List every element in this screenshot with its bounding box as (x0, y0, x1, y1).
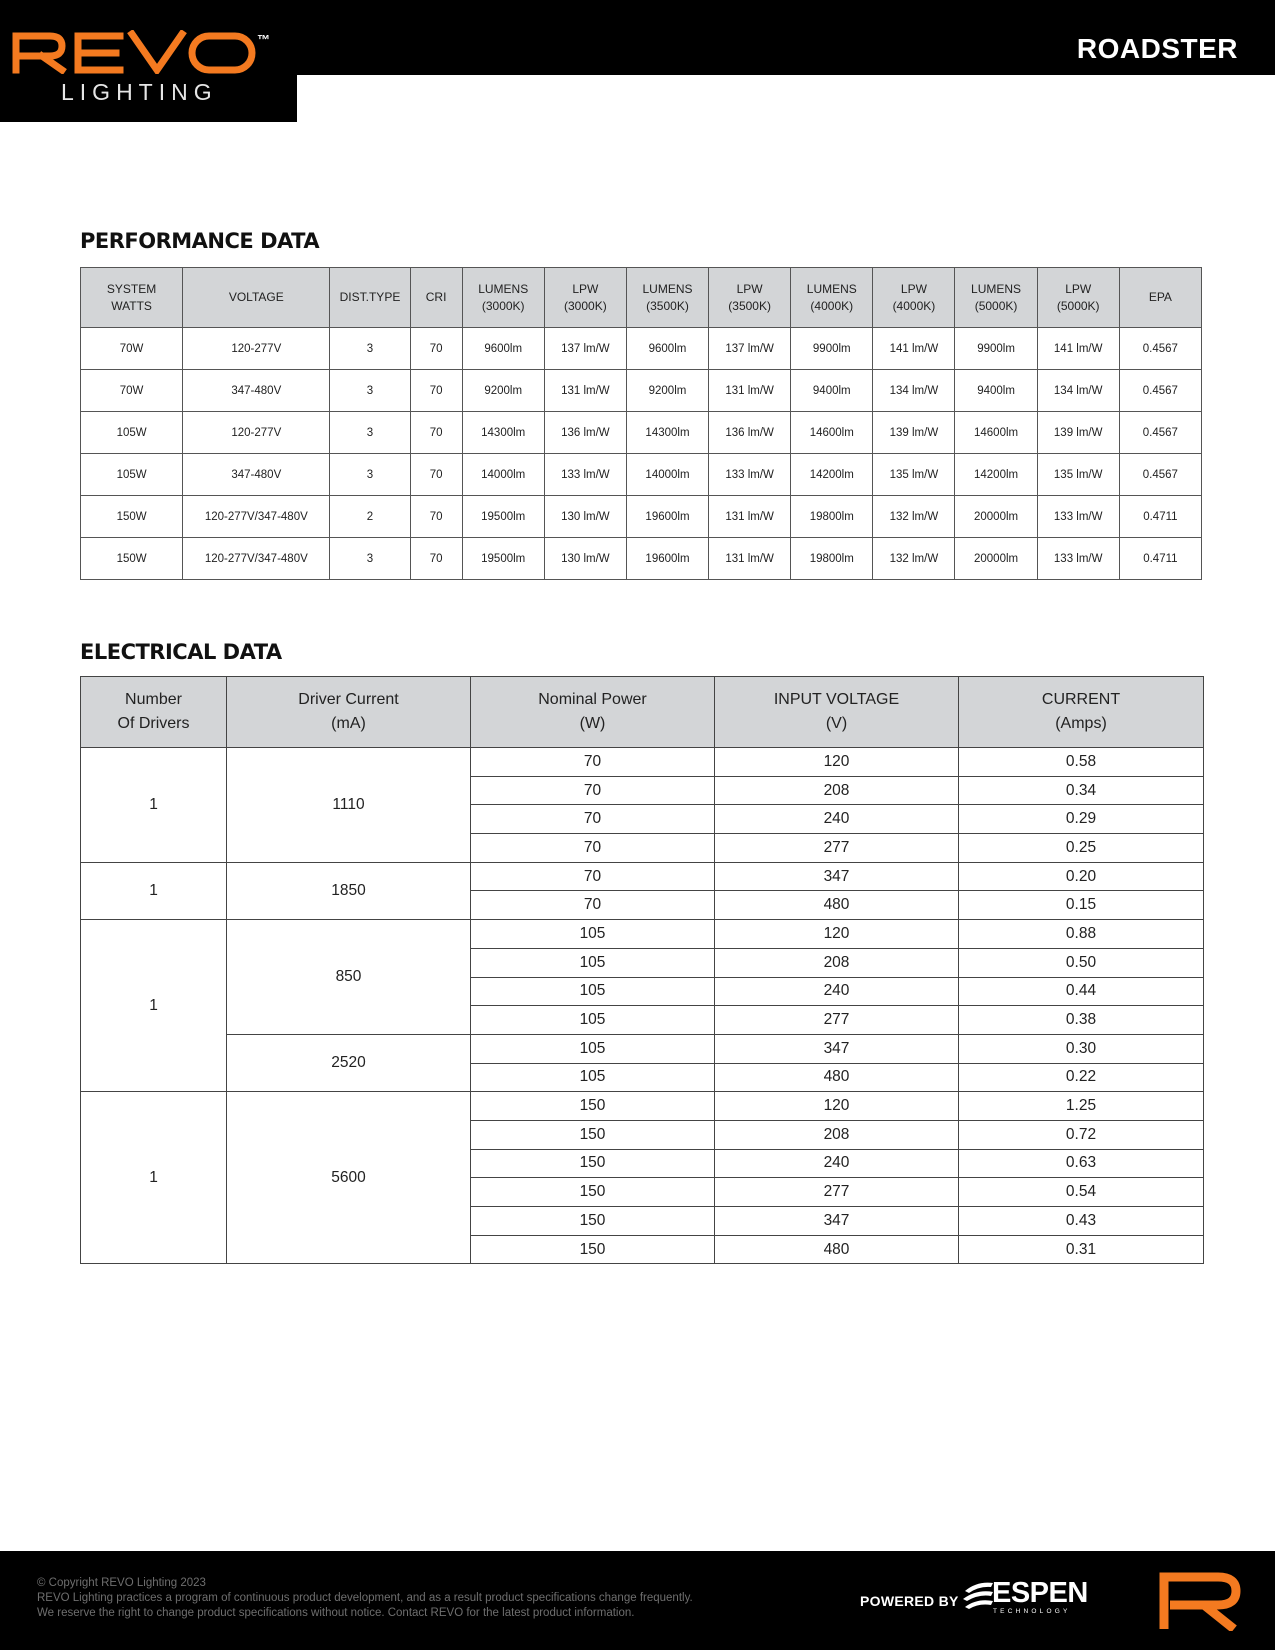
header-line: LPW (572, 281, 599, 296)
table-cell: 240 (715, 1149, 959, 1178)
table-cell: 132 lm/W (873, 538, 955, 580)
table-cell: 3 (330, 412, 410, 454)
table-cell: 105 (471, 948, 715, 977)
table-row (81, 862, 1204, 891)
electrical-column-header (959, 677, 1204, 748)
header-line: (3500K) (646, 298, 689, 313)
table-cell: 70 (471, 776, 715, 805)
header-line: (3000K) (564, 298, 607, 313)
copyright-text: © Copyright REVO Lighting 2023 (37, 1577, 206, 1589)
table-cell: 131 lm/W (709, 538, 791, 580)
table-cell: 139 lm/W (1037, 412, 1119, 454)
table-cell: 0.54 (959, 1178, 1204, 1207)
header-line: Number (125, 691, 182, 708)
table-cell: 133 lm/W (1037, 496, 1119, 538)
table-cell: 347 (715, 1207, 959, 1236)
table-cell: 0.4567 (1119, 454, 1201, 496)
header-line: SYSTEM (106, 281, 157, 296)
table-cell: 9200lm (462, 370, 544, 412)
table-cell: 133 lm/W (1037, 538, 1119, 580)
header-line: (3000K) (481, 298, 525, 313)
performance-column-header (873, 268, 955, 328)
table-cell: 14200lm (955, 454, 1037, 496)
revo-logo-mark (12, 30, 272, 74)
table-cell: 70 (471, 748, 715, 777)
performance-column-header (81, 268, 183, 328)
table-cell: 137 lm/W (544, 328, 626, 370)
table-cell: 19600lm (626, 538, 708, 580)
table-cell: 9900lm (955, 328, 1037, 370)
table-cell: 120-277V/347-480V (183, 538, 330, 580)
table-cell: 0.29 (959, 805, 1204, 834)
footer-disclaimer-1: REVO Lighting practices a program of continuous product development, and as a result product specifications change frequently. (37, 1592, 693, 1604)
header-line: LUMENS (478, 281, 529, 296)
table-cell: 120-277V (183, 412, 330, 454)
table-cell: 347 (715, 1034, 959, 1063)
table-cell: 347 (715, 862, 959, 891)
table-cell: 9900lm (791, 328, 873, 370)
electrical-column-header (715, 677, 959, 748)
table-cell: 137 lm/W (709, 328, 791, 370)
table-cell: 70 (471, 891, 715, 920)
table-cell: 0.72 (959, 1120, 1204, 1149)
table-cell: 150 (471, 1178, 715, 1207)
table-cell: 0.20 (959, 862, 1204, 891)
driver-current-cell: 850 (227, 920, 471, 1035)
header-line: LUMENS (642, 281, 693, 296)
table-cell: 3 (330, 370, 410, 412)
table-cell: 480 (715, 891, 959, 920)
table-cell: 14300lm (462, 412, 544, 454)
table-row (81, 412, 1202, 454)
driver-count-cell: 1 (81, 748, 227, 863)
driver-current-cell: 2520 (227, 1034, 471, 1091)
table-row (81, 1034, 1204, 1063)
performance-column-header (1037, 268, 1119, 328)
table-cell: 70 (410, 412, 462, 454)
table-cell: 105 (471, 977, 715, 1006)
revo-r-icon (1158, 1571, 1248, 1631)
table-cell: 70 (410, 538, 462, 580)
header-line: (4000K) (810, 298, 854, 313)
table-cell: 70W (81, 328, 183, 370)
table-cell: 240 (715, 977, 959, 1006)
table-cell: 0.44 (959, 977, 1204, 1006)
header-line: (5000K) (974, 298, 1018, 313)
table-cell: 347-480V (183, 370, 330, 412)
table-cell: 150W (81, 538, 183, 580)
table-row (81, 454, 1202, 496)
table-cell: 0.4567 (1119, 328, 1201, 370)
footer-legal (37, 1576, 693, 1621)
product-title: ROADSTER (1076, 33, 1238, 64)
table-cell: 131 lm/W (709, 496, 791, 538)
table-cell: 0.4711 (1119, 538, 1201, 580)
table-cell: 139 lm/W (873, 412, 955, 454)
performance-header-row (81, 268, 1202, 328)
table-cell: 120 (715, 748, 959, 777)
table-cell: 131 lm/W (709, 370, 791, 412)
table-cell: 70 (410, 496, 462, 538)
table-cell: 208 (715, 948, 959, 977)
performance-column-header (709, 268, 791, 328)
table-cell: 105 (471, 1063, 715, 1092)
table-cell: 0.31 (959, 1235, 1204, 1264)
table-cell: 150W (81, 496, 183, 538)
table-cell: 120-277V/347-480V (183, 496, 330, 538)
electrical-column-header (471, 677, 715, 748)
footer-disclaimer-2: We reserve the right to change product specifications without notice. Contact REVO for the latest product information. (37, 1607, 635, 1619)
header-line: CURRENT (1041, 691, 1121, 708)
table-cell: 9400lm (791, 370, 873, 412)
header-line: Nominal Power (538, 691, 647, 708)
table-cell: 150 (471, 1092, 715, 1121)
header-line: (mA) (331, 715, 366, 732)
table-cell: 120 (715, 920, 959, 949)
table-cell: 135 lm/W (873, 454, 955, 496)
performance-column-header (791, 268, 873, 328)
table-cell: 105W (81, 454, 183, 496)
table-cell: 135 lm/W (1037, 454, 1119, 496)
table-cell: 136 lm/W (709, 412, 791, 454)
table-cell: 14600lm (791, 412, 873, 454)
table-cell: 132 lm/W (873, 496, 955, 538)
table-cell: 277 (715, 1006, 959, 1035)
table-cell: 133 lm/W (709, 454, 791, 496)
table-cell: 277 (715, 834, 959, 863)
table-cell: 70 (410, 370, 462, 412)
header-line: LPW (900, 281, 927, 296)
header-line: WATTS (111, 298, 152, 313)
table-cell: 9600lm (462, 328, 544, 370)
table-cell: 141 lm/W (1037, 328, 1119, 370)
table-cell: 0.88 (959, 920, 1204, 949)
table-cell: 0.4567 (1119, 370, 1201, 412)
table-cell: 70 (471, 862, 715, 891)
table-cell: 141 lm/W (873, 328, 955, 370)
table-cell: 0.38 (959, 1006, 1204, 1035)
table-cell: 0.63 (959, 1149, 1204, 1178)
table-cell: 3 (330, 454, 410, 496)
table-cell: 3 (330, 538, 410, 580)
performance-table (80, 267, 1202, 580)
table-cell: 480 (715, 1235, 959, 1264)
table-cell: 105W (81, 412, 183, 454)
table-cell: 9400lm (955, 370, 1037, 412)
powered-by-label: POWERED BY (860, 1593, 959, 1609)
table-row (81, 920, 1204, 949)
table-cell: 19800lm (791, 538, 873, 580)
table-cell: 14300lm (626, 412, 708, 454)
table-cell: 3 (330, 328, 410, 370)
driver-count-cell: 1 (81, 1092, 227, 1264)
table-cell: 105 (471, 1006, 715, 1035)
table-cell: 150 (471, 1149, 715, 1178)
table-cell: 70 (471, 805, 715, 834)
table-cell: 70 (410, 328, 462, 370)
performance-column-header (183, 268, 330, 328)
electrical-column-header (81, 677, 227, 748)
table-cell: 9200lm (626, 370, 708, 412)
driver-current-cell: 1110 (227, 748, 471, 863)
electrical-title: ELECTRICAL DATA (80, 640, 282, 664)
header-line: VOLTAGE (228, 290, 284, 304)
driver-count-cell: 1 (81, 862, 227, 919)
svg-text:™: ™ (257, 32, 270, 47)
header-line: LUMENS (806, 281, 857, 296)
header-line: INPUT VOLTAGE (773, 691, 900, 708)
table-row (81, 748, 1204, 777)
table-cell: 70 (410, 454, 462, 496)
table-cell: 14000lm (462, 454, 544, 496)
performance-column-header (626, 268, 708, 328)
table-cell: 150 (471, 1235, 715, 1264)
electrical-header-row (81, 677, 1204, 748)
revo-logo (0, 0, 297, 122)
performance-column-header (544, 268, 626, 328)
table-cell: 14600lm (955, 412, 1037, 454)
table-cell: 0.30 (959, 1034, 1204, 1063)
header-line: Of Drivers (117, 715, 190, 732)
table-row (81, 370, 1202, 412)
table-cell: 120-277V (183, 328, 330, 370)
table-cell: 131 lm/W (544, 370, 626, 412)
table-cell: 347-480V (183, 454, 330, 496)
table-row (81, 538, 1202, 580)
performance-title: PERFORMANCE DATA (80, 229, 320, 253)
table-cell: 134 lm/W (873, 370, 955, 412)
table-cell: 136 lm/W (544, 412, 626, 454)
table-cell: 0.4711 (1119, 496, 1201, 538)
table-cell: 0.15 (959, 891, 1204, 920)
espen-logo-subtext: TECHNOLOGY (993, 1608, 1071, 1615)
header-line: (4000K) (892, 298, 936, 313)
driver-current-cell: 1850 (227, 862, 471, 919)
table-cell: 105 (471, 920, 715, 949)
header-line: LPW (736, 281, 763, 296)
table-cell: 0.43 (959, 1207, 1204, 1236)
table-cell: 150 (471, 1120, 715, 1149)
header-line: LUMENS (971, 281, 1022, 296)
table-row (81, 496, 1202, 538)
table-cell: 208 (715, 776, 959, 805)
table-cell: 0.34 (959, 776, 1204, 805)
table-cell: 20000lm (955, 496, 1037, 538)
header-line: LPW (1065, 281, 1092, 296)
table-cell: 134 lm/W (1037, 370, 1119, 412)
table-cell: 70W (81, 370, 183, 412)
header-line: (Amps) (1055, 715, 1107, 732)
table-cell: 208 (715, 1120, 959, 1149)
table-cell: 120 (715, 1092, 959, 1121)
table-cell: 14000lm (626, 454, 708, 496)
logo-subtitle: LIGHTING (61, 79, 218, 105)
performance-column-header (462, 268, 544, 328)
driver-current-cell: 5600 (227, 1092, 471, 1264)
header-line: (3500K) (728, 298, 771, 313)
table-cell: 130 lm/W (544, 496, 626, 538)
header-line: Driver Current (298, 691, 399, 708)
header-line: (V) (825, 715, 848, 732)
performance-column-header (955, 268, 1037, 328)
electrical-table (80, 676, 1204, 1264)
table-cell: 105 (471, 1034, 715, 1063)
performance-column-header (330, 268, 410, 328)
table-cell: 0.50 (959, 948, 1204, 977)
performance-column-header (1119, 268, 1201, 328)
electrical-column-header (227, 677, 471, 748)
header-line: DIST.TYPE (339, 290, 401, 304)
table-cell: 0.22 (959, 1063, 1204, 1092)
performance-column-header (410, 268, 462, 328)
table-cell: 277 (715, 1178, 959, 1207)
table-row (81, 1092, 1204, 1121)
driver-count-cell: 1 (81, 920, 227, 1092)
table-cell: 9600lm (626, 328, 708, 370)
table-cell: 2 (330, 496, 410, 538)
table-cell: 133 lm/W (544, 454, 626, 496)
table-cell: 480 (715, 1063, 959, 1092)
header-line: (5000K) (1056, 298, 1100, 313)
table-cell: 19800lm (791, 496, 873, 538)
table-cell: 240 (715, 805, 959, 834)
header-line: (W) (579, 715, 606, 732)
footer-bar (0, 1551, 1275, 1650)
table-cell: 20000lm (955, 538, 1037, 580)
table-cell: 150 (471, 1207, 715, 1236)
header-line: CRI (425, 290, 447, 304)
table-cell: 70 (471, 834, 715, 863)
table-cell: 130 lm/W (544, 538, 626, 580)
table-cell: 0.4567 (1119, 412, 1201, 454)
espen-logo-text: ESPEN (992, 1577, 1088, 1609)
table-cell: 0.58 (959, 748, 1204, 777)
table-cell: 14200lm (791, 454, 873, 496)
table-cell: 19500lm (462, 496, 544, 538)
table-cell: 19600lm (626, 496, 708, 538)
table-cell: 1.25 (959, 1092, 1204, 1121)
table-cell: 0.25 (959, 834, 1204, 863)
header-line: EPA (1148, 290, 1172, 304)
table-cell: 19500lm (462, 538, 544, 580)
table-row (81, 328, 1202, 370)
